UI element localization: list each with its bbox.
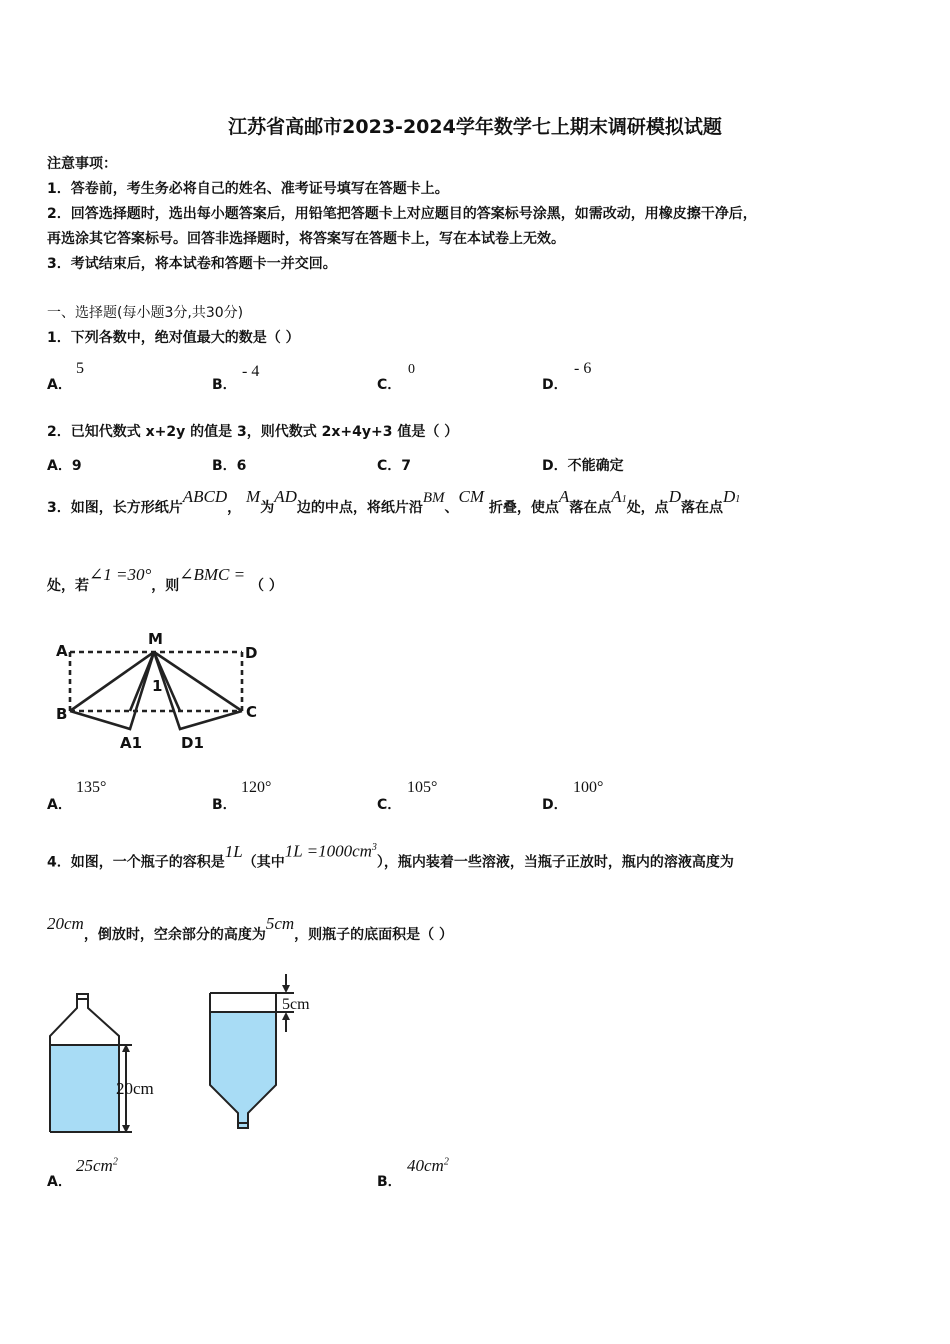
arrow-up [282,1012,290,1020]
q3-text: ，则 [151,578,180,594]
q4-option-b-label: B． [377,1174,402,1190]
q3-folding-figure [48,625,278,755]
q3-option-d-label: D． [542,797,568,813]
arrow-down [282,985,290,993]
q1-option-a-value: 5 [76,360,84,377]
q1-option-b-value: - 4 [242,363,260,380]
q4-stem-line1 [47,843,734,878]
notice-item: 1．答卷前，考生务必将自己的姓名、准考证号填写在答题卡上。 [47,181,449,197]
q3-math-cm: CM [458,487,485,506]
label-a1: A1 [120,734,143,752]
q4-math-conv [285,833,377,867]
q1-option-c-label: C． [377,377,402,393]
section-heading: 一、选择题(每小题3分,共30分) [47,305,244,321]
label-c: C [246,703,258,721]
label-b: B [56,705,68,723]
q3-text: 边的中点，将纸片沿 [296,500,423,516]
q3-math-ad: AD [274,487,297,506]
q3-math-a1-sub: 1 [621,494,627,505]
q3-text: 处，若 [47,578,89,594]
q4-math-h1: 20cm [47,914,84,933]
notice-item: 2．回答选择题时，选出每小题答案后，用铅笔把答题卡上对应题目的答案标号涂黑，如需改动，用橡皮擦干净后， [47,206,757,222]
q4-option-b-exp: 2 [443,1156,449,1168]
q3-stem-line1 [47,487,741,525]
q2-option-a: A．9 [47,458,82,474]
q3-math-angle1: ∠1 =30° [89,565,152,584]
q4-text: ，倒放时，空余部分的高度为 [83,927,266,943]
q4-option-a-value [76,1156,118,1176]
label-a: A [56,642,68,660]
q4-text: （其中 [242,854,285,871]
q3-math-angle-bmc: ∠BMC = [179,565,246,584]
q1-option-c-value: 0 [408,362,415,377]
page-title: 江苏省高邮市2023-2024学年数学七上期末调研模拟试题 [228,116,722,138]
q3-math-a: A [558,487,570,506]
q3-math-d1-sub: 1 [735,494,741,505]
q4-option-a-exp: 2 [112,1156,118,1168]
q1-stem: 1．下列各数中，绝对值最大的数是（ ） [47,330,300,346]
q3-math-m: M [246,487,261,506]
q1-option-a-label: A． [47,377,72,393]
q3-option-b-label: B． [212,797,237,813]
q3-option-c-value: 105° [407,779,438,796]
label-d: D [245,644,258,662]
q4-bottle-upright-figure [40,985,180,1135]
q3-option-d-value: 100° [573,779,604,796]
q3-text: 折叠，使点 [488,500,559,516]
folded-triangle-a1 [70,652,154,729]
q1-option-b-label: B． [212,377,237,393]
q3-math-bm: BM [422,490,445,506]
q4-text: ，则瓶子的底面积是（ ） [294,927,454,943]
q4-math-h2: 5cm [265,914,295,933]
q3-math-d1 [723,482,740,515]
q4-text: 4．如图，一个瓶子的容积是 [47,854,225,871]
q3-text: （ ） [250,578,283,594]
q2-option-c: C．7 [377,458,412,474]
q3-text: 落在点 [569,500,612,516]
q4-text: ），瓶内装着一些溶液，当瓶子正放时，瓶内的溶液高度为 [376,854,734,871]
q4-bottle-inverted-figure [200,968,340,1138]
liquid-upright [50,1045,119,1132]
label-20cm: 20cm [116,1079,154,1098]
q3-text: 、 [444,500,459,516]
q3-text: 为 [260,500,275,516]
q4-option-b-main: 40cm [407,1156,444,1175]
notice-heading: 注意事项： [47,156,117,172]
q3-text: 落在点 [680,500,723,516]
folded-triangle-d1 [154,652,242,729]
q4-math-conv-main: 1L =1000cm [284,841,372,861]
notice-item: 再选涂其它答案标号。回答非选择题时，将答案写在答题卡上，写在本试卷上无效。 [47,231,565,247]
q3-math-d1-main: D [722,487,736,506]
q2-option-d: D．不能确定 [542,458,624,474]
label-5cm: 5cm [282,996,310,1013]
q4-stem-line2 [47,914,454,950]
q2-stem: 2．已知代数式 x+2y 的值是 3，则代数式 2x+4y+3 值是（ ） [47,424,459,440]
q3-math-d: D [668,487,681,506]
q2-option-b: B．6 [212,458,247,474]
q3-option-a-label: A． [47,797,72,813]
liquid-inverted [210,1012,276,1128]
q1-option-d-label: D． [542,377,568,393]
q3-text: 3．如图，长方形纸片 [47,500,183,516]
q4-math-vol: 1L [224,841,243,861]
q3-math-a1-main: A [611,487,622,506]
q3-math-a1 [611,482,626,515]
q4-option-b-value [407,1156,449,1176]
q3-stem-line2 [47,565,283,601]
q4-math-conv-exp: 3 [371,842,377,853]
q1-option-d-value: - 6 [574,360,592,377]
label-d1: D1 [181,734,204,752]
q3-math-abcd: ABCD [182,487,228,506]
q3-option-a-value: 135° [76,779,107,796]
notice-item: 3．考试结束后，将本试卷和答题卡一并交回。 [47,256,337,272]
q4-option-a-label: A． [47,1174,72,1190]
q4-option-a-main: 25cm [76,1156,113,1175]
q3-option-b-value: 120° [241,779,272,796]
label-angle-1: 1 [152,677,163,695]
q3-option-c-label: C． [377,797,402,813]
label-m: M [148,630,163,648]
q3-text: 处，点 [626,500,669,516]
q3-text: ， [227,500,242,516]
